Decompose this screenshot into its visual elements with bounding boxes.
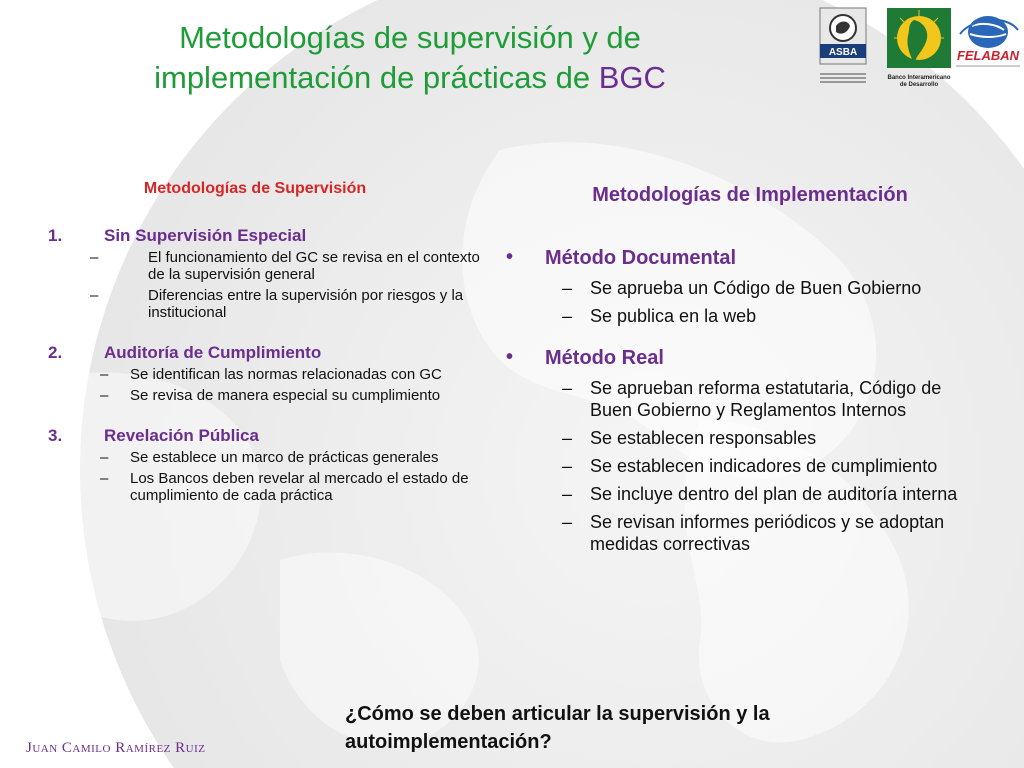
closing-question: ¿Cómo se deben articular la supervisión y la autoimplementación? — [345, 703, 770, 753]
list-item — [40, 426, 480, 504]
supervision-methods-column — [40, 180, 480, 526]
felaban-logo-text: FELABAN — [956, 48, 1020, 63]
bid-emblem-icon — [884, 6, 954, 70]
sub-item: – Se incluye dentro del plan de auditoría interna — [562, 484, 958, 504]
sub-item: – Los Bancos deben revelar al mercado el estado de cumplimiento de cada práctica — [100, 470, 469, 504]
item-number: 3. — [48, 426, 63, 445]
list-item — [40, 343, 480, 404]
list-item — [500, 247, 970, 327]
sub-item: – Diferencias entre la supervisión por riesgos y la institucional — [90, 287, 464, 321]
asba-logo-text: ASBA — [828, 47, 858, 58]
implementation-methods-column — [500, 180, 970, 575]
sub-item: – Se establecen indicadores de cumplimiento — [562, 456, 938, 476]
dash-marker: – — [100, 387, 109, 404]
dash-marker: – — [100, 366, 109, 383]
bid-logo — [884, 6, 954, 90]
supervision-heading: Metodologías de Supervisión — [143, 180, 367, 197]
item-label: Auditoría de Cumplimiento — [104, 343, 322, 362]
dash-marker: – — [562, 306, 573, 326]
list-item — [40, 226, 480, 321]
dash-marker: – — [100, 449, 109, 466]
sub-item: – Se publica en la web — [562, 306, 757, 326]
dash-marker: – — [562, 278, 573, 298]
sub-item: – El funcionamiento del GC se revisa en el contexto de la supervisión general — [90, 249, 480, 283]
sub-item: – Se establece un marco de prácticas generales — [100, 449, 439, 466]
dash-marker: – — [90, 287, 99, 304]
dash-marker: – — [562, 512, 573, 532]
item-label: Revelación Pública — [104, 426, 259, 445]
dash-marker: – — [562, 428, 573, 448]
item-label: Método Documental — [545, 247, 737, 269]
slide-title — [60, 18, 760, 98]
sub-item: – Se revisa de manera especial su cumplimiento — [100, 387, 441, 404]
sub-item: – Se revisan informes periódicos y se adoptan medidas correctivas — [562, 512, 945, 554]
sub-item: – Se aprueba un Código de Buen Gobierno — [562, 278, 922, 298]
felaban-logo — [952, 12, 1024, 72]
dash-marker: – — [100, 470, 109, 487]
sub-item: – Se aprueban reforma estatutaria, Código de Buen Gobierno y Reglamentos Internos — [562, 378, 942, 420]
list-item — [500, 347, 970, 555]
dash-marker: – — [90, 249, 99, 266]
bid-caption-line1: Banco Interamericano — [887, 75, 951, 81]
title-line2: implementación de prácticas de — [154, 60, 591, 95]
asba-logo — [814, 6, 872, 90]
title-accent: BGC — [598, 60, 666, 95]
bullet-marker: • — [506, 346, 514, 368]
item-number: 2. — [48, 343, 63, 362]
sub-item: – Se identifican las normas relacionadas con GC — [100, 366, 442, 383]
sponsor-logos — [784, 2, 1024, 102]
title-line1: Metodologías de supervisión y de — [179, 20, 641, 55]
dash-marker: – — [562, 456, 573, 476]
item-label: Sin Supervisión Especial — [104, 226, 307, 245]
dash-marker: – — [562, 484, 573, 504]
bid-caption-line2: de Desarrollo — [899, 82, 939, 88]
asba-emblem-icon — [814, 6, 872, 66]
dash-marker: – — [562, 378, 573, 398]
author-name: Juan Camilo Ramírez Ruiz — [26, 740, 206, 756]
sub-item: – Se establecen responsables — [562, 428, 817, 448]
felaban-globe-icon — [952, 12, 1024, 72]
bullet-marker: • — [506, 246, 514, 268]
item-label: Método Real — [545, 347, 664, 369]
implementation-heading: Metodologías de Implementación — [592, 184, 908, 206]
item-number: 1. — [48, 226, 63, 245]
